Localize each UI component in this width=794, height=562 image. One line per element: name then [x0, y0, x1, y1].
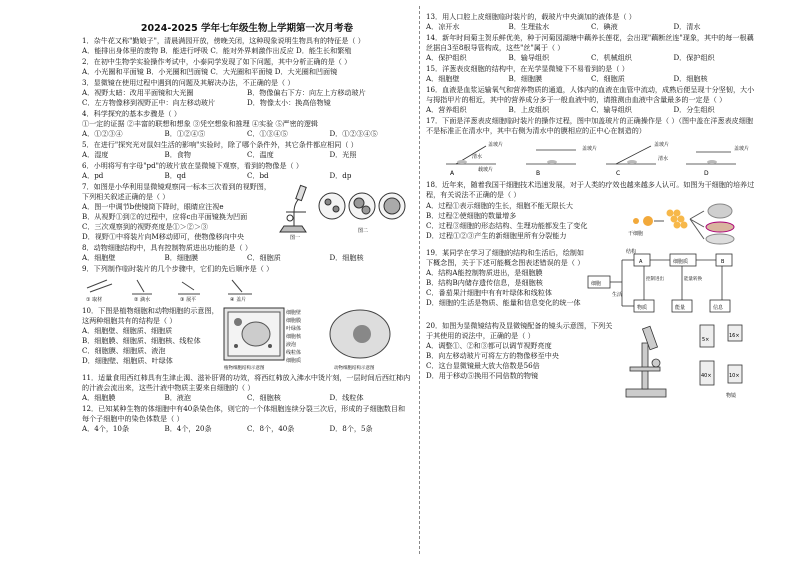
- svg-text:细胞壁: 细胞壁: [286, 310, 302, 316]
- svg-text:C: C: [616, 170, 621, 177]
- question-19: 19．某同学在学习了细胞的结构和生活后，绘制如下概念图，关于下述可能概念图表述错误的是（ ） A．结构A能控制物质进出，是细胞膜 B．结构B内储存遗传信息，是细胞核 C．番茄果汁细胞中有有叶绿体和线粒体 D．细胞的生活是物质、能量和信息变化的统一体 细胞 结构 A 细胞质 B 生活 物质 能量 信息 控制进出 能量转换: [426, 248, 756, 320]
- svg-text:动物细胞结构示意图: 动物细胞结构示意图: [334, 366, 375, 371]
- plant-cell-icon: [224, 308, 284, 360]
- svg-text:细胞: 细胞: [591, 281, 602, 287]
- svg-text:植物细胞结构示意图: 植物细胞结构示意图: [224, 366, 265, 371]
- view-circles: [319, 193, 405, 219]
- question-3: 3．显微镜在使用过程中遇到的问题及其解决办法，不正确的是（ ） A．视野太暗：改用平面镜和大光圈 B．物像偏右下方：向左上方移动玻片 C．左方物像移到视野正中：向左移动玻片 D．物像太小：换高倍物镜: [82, 78, 366, 107]
- concept-map-figure: [586, 248, 756, 320]
- svg-text:④ 盖片: ④ 盖片: [230, 297, 247, 303]
- question-16: 16．血液是血浆运输氧气和营养物质的通道，人体内的血液在血管中流动，成熟后便呈现十分坚韧，大小与拇指甲片的相近，其中的营养成分多于一般血液中的，请推测由血液中含量最多的一定是（ ） A．营养组织 B．上皮组织 C．输导组织 D．分生组织: [426, 85, 755, 114]
- stem-cell-figure: [626, 201, 754, 247]
- svg-text:细胞核: 细胞核: [286, 334, 302, 340]
- cells-figure: [222, 306, 410, 372]
- svg-text:B: B: [721, 259, 725, 265]
- question-8: 8．动物细胞结构中，具有控制物质进出功能的是（ ） A．细胞壁 B．细胞膜 C．细胞质 D．细胞核: [82, 243, 364, 262]
- svg-text:液泡: 液泡: [286, 342, 297, 348]
- svg-text:能量: 能量: [675, 305, 686, 311]
- question-17: 17．下面是洋葱表皮细胞临时装片的操作过程，图中加盖玻片的正确操作是（ ）（图中盖在洋葱表皮细胞不是标准正在清水中，其中右侧为清水中的膜相应的正中心在制造的） 盖玻片 清水 载玻片 盖玻片 盖玻片 清水 盖玻片 A B C D: [426, 116, 753, 177]
- svg-text:能量转换: 能量转换: [684, 277, 702, 282]
- svg-text:细胞膜: 细胞膜: [286, 318, 302, 324]
- svg-text:A: A: [450, 170, 455, 177]
- svg-text:② 滴水: ② 滴水: [134, 297, 151, 303]
- question-13: 13．用人口腔上皮细胞临时装片的，载玻片中央滴加的液体是（ ） A．凉开水 B．生理盐水 C．碘液 D．清水: [426, 12, 701, 31]
- question-1: 1．杂牛花又称"勤娘子"，清晨满园开放，傍晚关闭，这种现象说明生物具有的特征是（ ） A．能排出身体里的废物 B．能进行呼吸 C．能对外界刺激作出反应 D．能生长和繁殖: [82, 36, 365, 55]
- right-column: [426, 12, 756, 404]
- question-7: 7．如图是小华利用显微镜观察同一标本三次看到的视野图，下列相关叙述正确的是（ ） A．图一中调节b使镜筒下降时，眼睛应注视e B．从视野①到②的过程中，应将c由平面镜换为凹面 C．三次观察到的视野亮度是①＞②＞③ D．视野①中将装片向M移动即可，使物像移向中央 图一 图二: [82, 182, 412, 242]
- question-9: 9．下列制作临时装片的几个步骤中，它们的先后顺序是（ ） ① 取材 ② 滴水 ③ 展平 ④ 盖片: [82, 264, 412, 305]
- question-6: 6．小明将写有字母"pd"的玻片放在显微镜下观察，看到的物像是（ ） A．pd B．qd C．bd D．dp: [82, 161, 352, 180]
- svg-text:叶绿体: 叶绿体: [286, 326, 302, 332]
- microscope-and-views-figure: [272, 182, 410, 240]
- svg-text:① 取材: ① 取材: [86, 297, 103, 303]
- svg-text:清水: 清水: [658, 156, 669, 162]
- cell-cluster-icon: [633, 204, 734, 244]
- svg-text:结构: 结构: [626, 249, 637, 255]
- svg-text:图二: 图二: [358, 228, 369, 234]
- svg-text:清水: 清水: [472, 154, 483, 160]
- question-12: 12．已知某种生物的体细胞中有40条染色体，则它的一个体细胞连续分裂三次后，形成的子细胞数目和每个子细胞中的染色体数是（ ） A．4个，10条 B．4个，20条 C．8个，40条 D．8个，5条: [82, 404, 406, 433]
- slide-steps-figure: [82, 274, 282, 302]
- svg-text:盖玻片: 盖玻片: [582, 146, 598, 152]
- svg-text:D: D: [704, 170, 709, 177]
- question-5: 5．在进行"探究光对鼠妇生活的影响"实验时，除了哪个条件外，其它条件都应相同（ ） A．湿度 B．食物 C．温度 D．光照: [82, 140, 358, 159]
- question-2: 2．在初中生物学实验操作考试中，小泰同学发现了如下问题，其中分析正确的是（ ） A．小光圈和平面镜 B．小光圈和凹面镜 C．大光圈和平面镜 D．大光圈和凹面镜: [82, 57, 352, 76]
- svg-text:细胞质: 细胞质: [673, 259, 689, 265]
- svg-text:干细胞: 干细胞: [628, 231, 644, 237]
- left-column: [82, 36, 412, 435]
- svg-text:控制进出: 控制进出: [646, 277, 664, 282]
- svg-text:线粒体: 线粒体: [286, 350, 302, 356]
- svg-text:盖玻片: 盖玻片: [734, 146, 750, 152]
- svg-text:细胞质: 细胞质: [286, 358, 302, 364]
- microscope-lens-figure: [616, 321, 756, 403]
- svg-text:A: A: [639, 259, 643, 265]
- svg-text:物质: 物质: [637, 305, 648, 311]
- animal-cell-icon: [330, 310, 390, 358]
- question-10: 10．下图是植物细胞和动物细胞的示意图，这两种细胞共有的结构是（ ） A．细胞壁、细胞质、细胞质 B．细胞膜、细胞质、细胞核、线粒体 C．细胞膜、细胞质、液泡 D．细胞壁、细胞质、叶绿体 细胞壁 细胞膜 叶绿体 细胞核 液泡 线粒体 细胞质 植物细胞结构示意图 动物细胞结构示意图: [82, 306, 412, 372]
- svg-text:10×: 10×: [729, 373, 740, 379]
- svg-text:物镜: 物镜: [726, 393, 737, 399]
- svg-text:16×: 16×: [729, 333, 740, 339]
- svg-text:载玻片: 载玻片: [478, 167, 494, 173]
- svg-text:生活: 生活: [612, 292, 623, 298]
- svg-text:图一: 图一: [290, 235, 301, 241]
- question-11: 11．适量食用西红柿具有生津止渴、滋补肝肾的功效，将西红柿放入沸水中烫片刻，一层时间后西红柿内的汁液会流出来，这些汁液中物质主要来自细胞的（ ） A．细胞膜 B．液泡 C．细胞核 D．线粒体: [82, 373, 411, 402]
- svg-text:盖玻片: 盖玻片: [488, 142, 504, 148]
- microscope-icon: [280, 185, 306, 232]
- coverslip-figure: [426, 136, 750, 177]
- svg-text:③ 展平: ③ 展平: [180, 297, 197, 303]
- svg-text:信息: 信息: [713, 305, 724, 311]
- question-4: 4．科学探究的基本步骤是（ ） ①一定的证据 ②丰富的联想和想象 ③凭空想象和推理 ④实验 ⑤严密的逻辑 A．①②③④ B．①②④⑤ C．①③④⑤ D．①②③④⑤: [82, 109, 378, 138]
- question-15: 15．洋葱表皮细胞的结构中，在光学显微镜下不易看到的是（ ） A．细胞壁 B．细胞膜 C．细胞质 D．细胞核: [426, 64, 708, 83]
- question-18: 18．近年来，随着我国干细胞技术迅速发展，对于人类的疗效也越来越多人认可。如图为干细胞的培养过程，有关说法不正确的是（ ）: [426, 180, 755, 199]
- question-18-options: A．过程①表示细胞的生长，细胞不能无限长大 B．过程②使细胞的数量增多 C．过程③细胞的形态结构、生理功能都发生了变化 D．过程①②③产生的新细胞里所有分裂能力 干细胞: [426, 201, 756, 247]
- microscope-icon: [626, 326, 666, 397]
- exam-title: 2024-2025 学年七年级生物上学期第一次月考卷: [140, 23, 354, 34]
- question-20: 20．如图为显微镜结构及显微镜配备的镜头示意图，下列关于其使用的说法中，正确的是（ ） A．调整①、②和③都可以调节视野亮度 B．向左移动玻片可将左方的物像移至中央 C．这台显微镜最大放大倍数是56倍 D．用于移动⑤换用不同倍数的物镜 5× 16× 40× 10× 物镜: [426, 321, 756, 403]
- column-divider: [419, 6, 420, 554]
- svg-text:B: B: [536, 170, 541, 177]
- svg-text:盖玻片: 盖玻片: [654, 142, 670, 148]
- question-14: 14．新年时间菊主贺乐鲜优美，种于河菊园湖塘中藕养长莲花，会出现"藕断丝连"现象，其中的每一根藕丝据自3至8根导管构成，这些"丝"属于（ ） A．保护组织 B．输导组织 C．机械组织 D．保护组织: [426, 33, 754, 62]
- svg-text:5×: 5×: [702, 337, 710, 343]
- svg-text:40×: 40×: [701, 373, 712, 379]
